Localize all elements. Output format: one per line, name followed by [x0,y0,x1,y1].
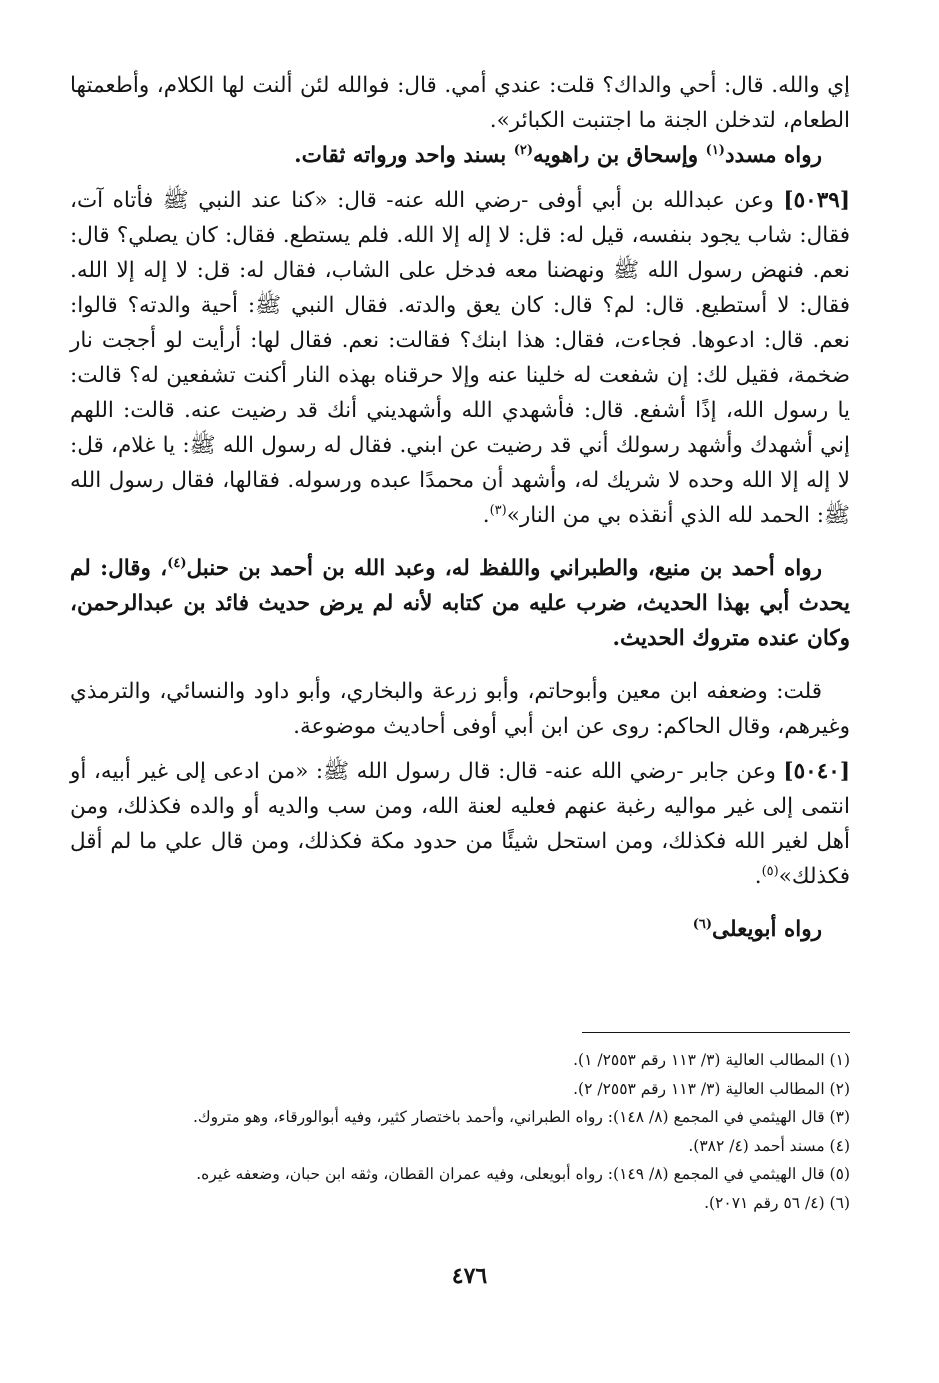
footnote-item: (٣) قال الهيثمي في المجمع (٨/ ١٤٨): رواه الطبراني، وأحمد باختصار كثير، وفيه أبوالورقاء، وهو متروك. [192,1108,850,1126]
footnote-ref: (٤) [167,555,187,571]
footnote-ref: (٢) [513,142,534,158]
footnote-ref: (٣) [489,502,507,518]
source-paragraph-1 [70,138,850,173]
footnote-item: (١) المطالب العالية (٣/ ١١٣ رقم ٢٥٥٣/ ١). [573,1051,850,1069]
footnote-ref: (١) [705,142,725,158]
hadith-end: . [482,503,490,528]
hadith-5039 [70,183,850,533]
hadith-number: [٥٠٤٠] [783,759,850,784]
footnote-ref: (٦) [692,916,713,932]
hadith-5040 [70,754,850,894]
hadith-text: وعن جابر -رضي الله عنه- قال: قال رسول الله ﷺ: «من ادعى إلى غير أبيه، أو انتمى إلى غير مواليه رغبة عنهم فعليه لعنة الله، ومن سب والديه أو والده فكذلك، ومن أهل لغير الله فكذلك، ومن استحل شيئًا من حدود مكة فكذلك، ومن قال علي ما لم أقل فكذلك» [70,759,850,889]
source-text: وإسحاق بن راهويه [533,143,706,168]
footnote-item: (٢) المطالب العالية (٣/ ١١٣ رقم ٢٥٥٣/ ٢). [573,1079,850,1098]
footnote-ref: (٥) [761,863,779,879]
footnote-item: (٥) قال الهيثمي في المجمع (٨/ ١٤٩): رواه أبويعلى، وفيه عمران القطان، وثقه ابن حبان، وضعفه غيره. [196,1165,850,1183]
source-text: رواه مسدد [724,143,822,168]
hadith-text: وعن عبدالله بن أبي أوفى -رضي الله عنه- قال: «كنا عند النبي ﷺ فأتاه آت، فقال: شاب يجود بنفسه، قيل له: قل: لا إله إلا الله. فلم يستطع. فقال: كان يصلي؟ قال: نعم. فنهض رسول الله ﷺ ونهضنا معه فدخل على الشاب، فقال له: قل: لا إله إلا الله. فقال: لا أستطيع. قال: لم؟ قال: كان يعق والدته. فقال النبي ﷺ: أحية والدته؟ قالوا: نعم. قال: ادعوها. فجاءت، فقال: هذا ابنك؟ فقالت: نعم. فقال لها: أرأيت لو أججت نار ضخمة، فقيل لك: إن شفعت له خلينا عنه وإلا حرقناه بهذه النار أكنت تشفعين له؟ قالت: يا رسول الله، إذًا أشفع. قال: فأشهدي الله وأشهديني أنك قد رضيت عنه. قالت: اللهم إني أشهدك وأشهد رسولك أني قد رضيت عن ابني. فقال له رسول الله ﷺ: يا غلام، قل: لا إله إلا الله وحده لا شريك له، وأشهد أن محمدًا عبده ورسوله. فقالها، فقال رسول الله ﷺ: الحمد لله الذي أنقذه بي من النار» [70,188,850,528]
footnote-divider [582,1032,850,1033]
source-text: رواه أبويعلى [712,917,822,942]
footnote-item: (٦) (٤/ ٥٦ رقم ٢٠٧١). [704,1193,850,1212]
source-paragraph-2 [70,551,850,656]
footnotes-list [90,1046,850,1217]
footnote-item: (٤) مسند أحمد (٤/ ٣٨٢). [688,1136,850,1155]
source-text: ، وقال: لم يحدث أبي بهذا الحديث، ضرب عليه من كتابه لأنه لم يرض حديث فائد بن عبدالرحمن، وكان عنده متروك الحديث. [70,556,850,651]
source-text: رواه أحمد بن منيع، والطبراني واللفظ له، وعبد الله بن أحمد بن حنبل [186,556,822,581]
page-number: ٤٧٦ [451,1263,488,1289]
hadith-end: . [754,864,762,889]
page-body [70,68,850,947]
source-paragraph-3 [70,912,850,947]
hadith-continuation: إي والله. قال: أحي والداك؟ قلت: عندي أمي. قال: فوالله لئن ألنت لها الكلام، وأطعمتها الطعام، لتدخلن الجنة ما اجتنبت الكبائر». [70,73,850,133]
commentary-paragraph: قلت: وضعفه ابن معين وأبوحاتم، وأبو زرعة والبخاري، وأبو داود والنسائي، والترمذي وغيرهم، وقال الحاكم: روى عن ابن أبي أوفى أحاديث موضوعة. [70,679,850,739]
hadith-number: [٥٠٣٩] [783,188,850,213]
source-text: بسند واحد ورواته ثقات. [294,143,514,168]
